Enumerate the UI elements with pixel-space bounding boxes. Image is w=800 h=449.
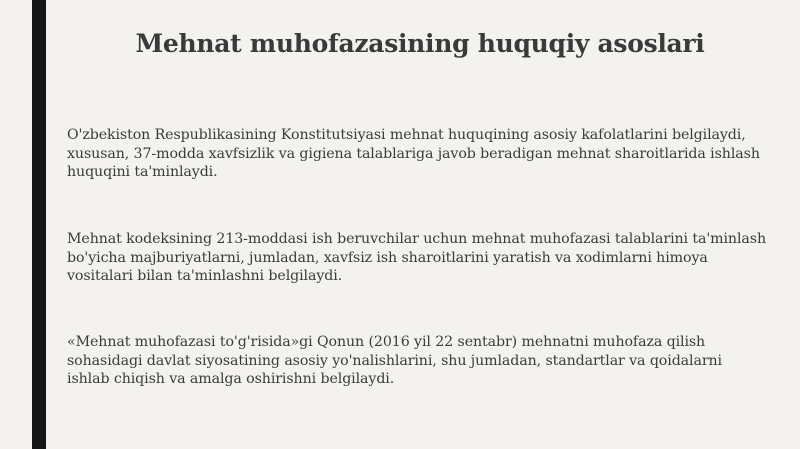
paragraph-labor-protection-law: «Mehnat muhofazasi to'g'risida»gi Qonun (2016 yil 22 sentabr) mehnatni muhofaza qilish sohasidagi davlat siyosatining asosiy yo'nalishlarini, shu jumladan, standartlar va qoidalarni ishlab chiqish va amalga oshirishni belgilaydi. [67, 334, 722, 387]
slide-title: Mehnat muhofazasining huquqiy asoslari [135, 29, 705, 58]
paragraph-constitution: O'zbekiston Respublikasining Konstitutsiyasi mehnat huquqining asosiy kafolatlarini belgilaydi, xususan, 37-modda xavfsizlik va gigiena talablariga javob beradigan mehnat sharoitlarida ishlash huquqini ta'minlaydi. [67, 127, 760, 180]
accent-bar [32, 0, 46, 449]
paragraph-labor-code: Mehnat kodeksining 213-moddasi ish beruvchilar uchun mehnat muhofazasi talablarini ta'minlash bo'yicha majburiyatlarni, jumladan, xavfsiz ish sharoitlarini yaratish va xodimlarni himoya vositalari bilan ta'minlashni belgilaydi. [67, 231, 766, 284]
